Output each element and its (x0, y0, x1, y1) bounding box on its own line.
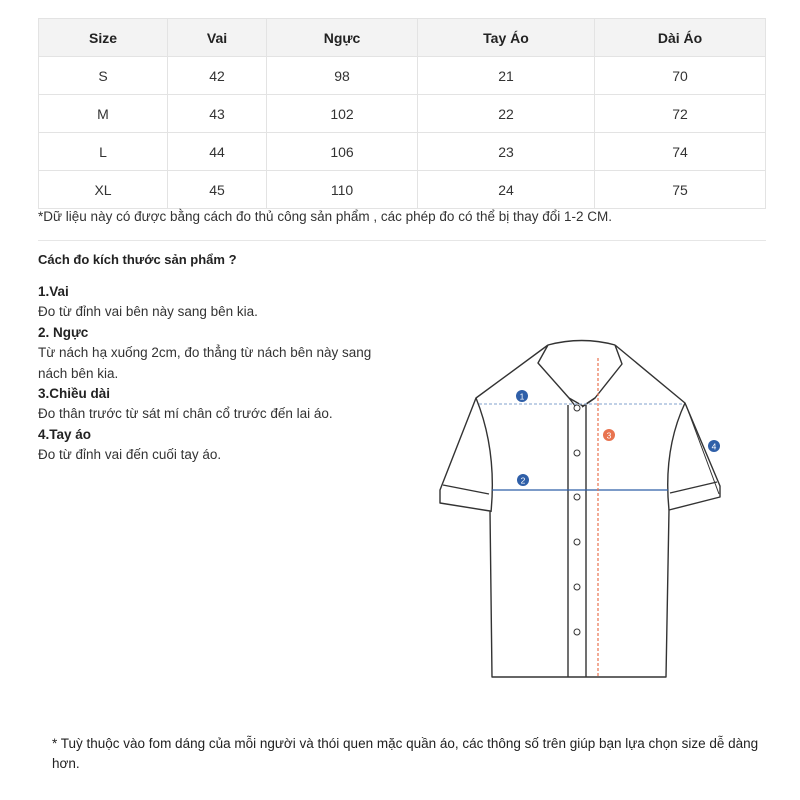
cell-vai: 44 (168, 133, 267, 171)
table-row (39, 57, 766, 95)
step-text-length: Đo thân trước từ sát mí chân cổ trước đến lai áo. (38, 406, 333, 422)
step-title-shoulder: 1.Vai (38, 284, 69, 299)
cell-size: S (39, 57, 168, 95)
step-text-shoulder: Đo từ đỉnh vai bên này sang bên kia. (38, 304, 258, 320)
cell-tay-ao: 23 (418, 133, 595, 171)
col-header-nguc: Ngực (267, 19, 418, 57)
svg-text:1: 1 (519, 391, 525, 402)
col-header-tay-ao: Tay Áo (418, 19, 595, 57)
how-to-measure-title: Cách đo kích thước sản phẩm ? (38, 252, 237, 267)
svg-text:4: 4 (711, 441, 717, 452)
section-divider (38, 240, 766, 241)
cell-dai-ao: 74 (595, 133, 766, 171)
cell-size: XL (39, 171, 168, 209)
size-table (38, 18, 766, 209)
cell-vai: 43 (168, 95, 267, 133)
svg-text:3: 3 (606, 430, 612, 441)
step-title-length: 3.Chiều dài (38, 386, 111, 402)
cell-tay-ao: 24 (418, 171, 595, 209)
cell-vai: 42 (168, 57, 267, 95)
col-header-vai: Vai (168, 19, 267, 57)
cell-nguc: 106 (267, 133, 418, 171)
marker-1-icon (516, 390, 528, 402)
shirt-measurement-diagram (425, 330, 745, 690)
marker-4-icon (708, 440, 720, 452)
step-title-chest: 2. Ngực (38, 324, 89, 340)
cell-tay-ao: 21 (418, 57, 595, 95)
cell-dai-ao: 72 (595, 95, 766, 133)
cell-dai-ao: 75 (595, 171, 766, 209)
cell-dai-ao: 70 (595, 57, 766, 95)
step-text-chest: Từ nách hạ xuống 2cm, đo thẳng từ nách bên này sang nách bên kia. (38, 345, 372, 381)
cell-nguc: 110 (267, 171, 418, 209)
shirt-buttons (574, 405, 580, 635)
footer-note: * Tuỳ thuộc vào fom dáng của mỗi người và thói quen mặc quần áo, các thông số trên giúp bạn lựa chọn size dễ dàng hơn. (52, 736, 759, 771)
marker-2-icon (517, 474, 529, 486)
cell-nguc: 98 (267, 57, 418, 95)
step-text-sleeve: Đo từ đỉnh vai đến cuối tay áo. (38, 447, 222, 463)
step-title-sleeve: 4.Tay áo (38, 426, 92, 442)
cell-vai: 45 (168, 171, 267, 209)
col-header-dai-ao: Dài Áo (595, 19, 766, 57)
cell-size: L (39, 133, 168, 171)
svg-text:2: 2 (520, 475, 526, 486)
cell-tay-ao: 22 (418, 95, 595, 133)
cell-size: M (39, 95, 168, 133)
table-row (39, 171, 766, 209)
table-header-row (39, 19, 766, 57)
cell-nguc: 102 (267, 95, 418, 133)
measurement-note: *Dữ liệu này có được bằng cách đo thủ công sản phẩm , các phép đo có thể bị thay đổi 1-2 CM. (38, 209, 613, 224)
measurement-guide (38, 282, 408, 466)
table-row (39, 133, 766, 171)
col-header-size: Size (39, 19, 168, 57)
marker-3-icon (603, 429, 615, 441)
table-row (39, 95, 766, 133)
